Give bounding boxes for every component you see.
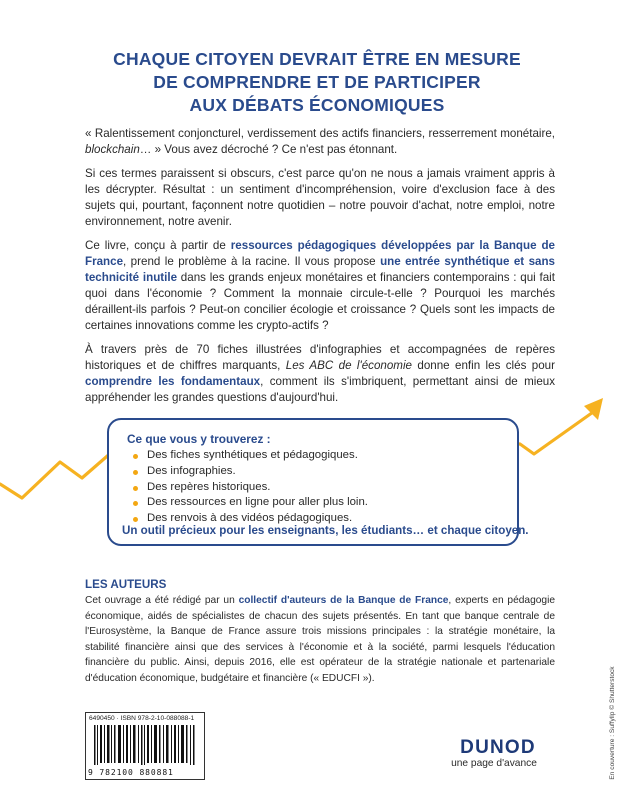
headline-line-3: AUX DÉBATS ÉCONOMIQUES (189, 95, 445, 115)
highlight-entree-synthetique: une entrée synthétique et sans technicité inutile (85, 255, 556, 284)
bullet-icon (133, 486, 138, 491)
authors-text: Cet ouvrage a été rédigé par un collectif d'auteurs de la Banque de France, experts en pédagogie économique, aidés de spécialistes de chacun des sujets présentés. En tant que banque centrale de l'Eurosystème, la Banque de France assure trois missions principales : la stratégie monétaire, la stabilité financière ainsi que des services à l'économie et à la société, parmi lesquels l'éducation financière du public. Ainsi, depuis 2016, elle est opérateur de la stratégie nationale et partenariale d'éducation économique, budgétaire et financière (« EDUCFI »). (85, 595, 556, 684)
feature-item: Des renvois à des vidéos pédagogiques. (133, 511, 368, 527)
isbn-label: 6490450 · ISBN 978-2-10-088088-1 (89, 715, 195, 722)
feature-item: Des ressources en ligne pour aller plus loin. (133, 495, 368, 511)
bullet-icon (133, 517, 138, 522)
blurb-text (85, 126, 555, 414)
publisher-tagline: une page d'avance (451, 758, 537, 769)
cover-credit: En couverture : Suffyllp © Shutterstock (609, 666, 616, 780)
publisher-name: DUNOD (460, 737, 536, 758)
feature-item: Des fiches synthétiques et pédagogiques. (133, 448, 368, 464)
barcode-bars-icon (88, 725, 204, 765)
bullet-icon (133, 501, 138, 506)
bullet-icon (133, 470, 138, 475)
blurb-paragraph-3: Ce livre, conçu à partir de ressources pédagogiques développées par la Banque de France, prend le problème à la racine. Il vous propose une entrée synthétique et sans technicité inutile dans les grands enjeux monétaires et financiers contemporains : qui fait quoi dans l'économie ? Comment la monnaie circule-t-elle ? Pourquoi les marchés déraillent-ils parfois ? Peut-on concilier écologie et croissance ? Quels sont les impacts de certaines innovations comme les crypto-actifs ? (85, 239, 556, 332)
headline-line-2: DE COMPRENDRE ET DE PARTICIPER (153, 72, 481, 92)
feature-item: Des repères historiques. (133, 480, 368, 496)
back-cover-headline (60, 48, 574, 117)
features-heading: Ce que vous y trouverez : (127, 432, 271, 446)
features-list (133, 448, 368, 527)
blurb-paragraph-2: Si ces termes paraissent si obscurs, c'est parce qu'on ne nous a jamais vraiment appris à les décrypter. Résultat : un sentiment d'incompréhension, voire d'exclusion face à des sujets qui, pourtant, façonnent notre quotidien – notre pouvoir d'achat, notre emploi, notre environnement, notre avenir. (85, 167, 555, 228)
features-conclusion: Un outil précieux pour les enseignants, les étudiants… et chaque citoyen. (122, 524, 529, 537)
highlight-collectif: collectif d'auteurs de la Banque de France (238, 595, 449, 606)
feature-item: Des infographies. (133, 464, 368, 480)
blurb-paragraph-1: « Ralentissement conjoncturel, verdissement des actifs financiers, resserrement monétaire, blockchain… » Vous avez décroché ? Ce n'est pas étonnant. (85, 127, 555, 156)
book-title-italic: Les ABC de l'économie (285, 359, 412, 372)
highlight-ressources: ressources pédagogiques développées par la Banque de France (85, 239, 556, 268)
bullet-icon (133, 454, 138, 459)
features-box (107, 418, 529, 546)
publisher-logo (451, 737, 538, 770)
barcode-digits: 9 782100 880881 (88, 768, 174, 777)
isbn-barcode (85, 712, 205, 780)
authors-heading: LES AUTEURS (85, 578, 167, 591)
highlight-fondamentaux: comprendre les fondamentaux (85, 375, 261, 388)
headline-line-1: CHAQUE CITOYEN DEVRAIT ÊTRE EN MESURE (113, 49, 521, 69)
blurb-paragraph-4: À travers près de 70 fiches illustrées d'infographies et accompagnées de repères historiques et de chiffres marquants, Les ABC de l'économie donne enfin les clés pour comprendre les fondamentaux, comment ils s'imbriquent, permettant ainsi de mieux appréhender les grandes questions d'aujourd'hui. (85, 343, 556, 404)
